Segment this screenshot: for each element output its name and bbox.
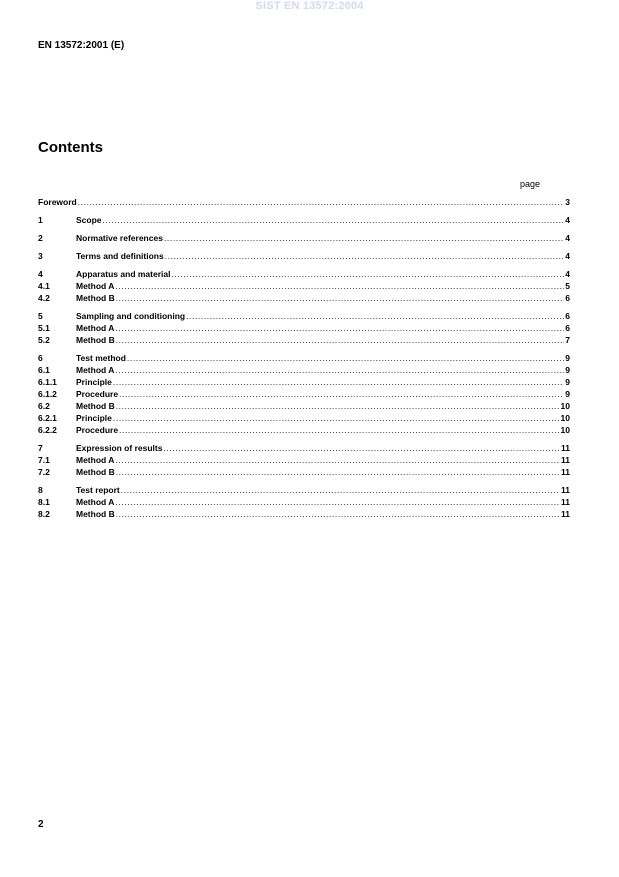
toc-entry-page: 9 — [565, 365, 570, 375]
toc-entry[interactable] — [38, 352, 570, 364]
toc-entry[interactable] — [38, 484, 570, 496]
toc-entry[interactable] — [38, 280, 570, 292]
toc-group — [38, 442, 570, 478]
toc-entry[interactable] — [38, 334, 570, 346]
toc-entry-number: 8.2 — [38, 509, 50, 519]
toc-dot-leader — [115, 364, 564, 376]
toc-entry-page: 9 — [565, 389, 570, 399]
toc-group — [38, 232, 570, 244]
toc-entry[interactable] — [38, 412, 570, 424]
toc-dot-leader — [103, 214, 565, 226]
toc-group — [38, 484, 570, 520]
toc-entry-title: Method A — [76, 281, 115, 291]
toc-entry[interactable] — [38, 466, 570, 478]
toc-dot-leader — [121, 484, 560, 496]
toc-dot-leader — [116, 292, 565, 304]
toc-group — [38, 352, 570, 436]
toc-entry-number: 5.1 — [38, 323, 50, 333]
toc-dot-leader — [113, 412, 560, 424]
toc-group — [38, 196, 570, 208]
toc-entry-title: Apparatus and material — [76, 269, 171, 279]
toc-entry-page: 11 — [561, 509, 570, 519]
toc-entry-number: 4 — [38, 269, 43, 279]
toc-entry-title: Method A — [76, 455, 115, 465]
toc-entry-page: 11 — [561, 497, 570, 507]
toc-group — [38, 310, 570, 346]
toc-entry-number: 5.2 — [38, 335, 50, 345]
toc-entry-page: 4 — [565, 215, 570, 225]
toc-entry[interactable] — [38, 454, 570, 466]
toc-dot-leader — [116, 400, 560, 412]
toc-entry-page: 11 — [561, 443, 570, 453]
toc-entry[interactable] — [38, 250, 570, 262]
toc-entry[interactable] — [38, 292, 570, 304]
toc-entry-title: Method A — [76, 365, 115, 375]
toc-entry-number: 1 — [38, 215, 43, 225]
toc-entry-number: 6.1.2 — [38, 389, 57, 399]
toc-entry-title: Normative references — [76, 233, 163, 243]
toc-entry-number: 7.2 — [38, 467, 50, 477]
contents-title: Contents — [38, 139, 103, 156]
toc-entry[interactable] — [38, 310, 570, 322]
document-id-header: EN 13572:2001 (E) — [38, 40, 125, 51]
toc-entry-page: 11 — [561, 467, 570, 477]
toc-dot-leader — [113, 376, 564, 388]
toc-entry-number: 6 — [38, 353, 43, 363]
toc-entry-page: 4 — [565, 233, 570, 243]
toc-entry-page: 10 — [560, 401, 570, 411]
toc-entry-number: 6.1 — [38, 365, 50, 375]
toc-entry[interactable] — [38, 400, 570, 412]
toc-dot-leader — [165, 250, 565, 262]
toc-entry-title: Test method — [76, 353, 126, 363]
toc-entry-page: 3 — [565, 197, 570, 207]
toc-entry-title: Method A — [76, 497, 115, 507]
toc-entry-title: Method B — [76, 335, 115, 345]
toc-entry-number: 8 — [38, 485, 43, 495]
toc-entry-number: 8.1 — [38, 497, 50, 507]
toc-entry-page: 10 — [560, 425, 570, 435]
toc-entry-page: 11 — [561, 455, 570, 465]
toc-entry-page: 9 — [565, 377, 570, 387]
toc-entry-page: 10 — [560, 413, 570, 423]
watermark: SIST EN 13572:2004 — [255, 0, 364, 12]
toc-entry-number: 6.1.1 — [38, 377, 57, 387]
toc-dot-leader — [115, 322, 564, 334]
toc-entry[interactable] — [38, 442, 570, 454]
toc-entry-title: Foreword — [38, 197, 77, 207]
toc-entry-number: 3 — [38, 251, 43, 261]
toc-group — [38, 268, 570, 304]
toc-dot-leader — [186, 310, 564, 322]
toc-entry-title: Expression of results — [76, 443, 163, 453]
toc-dot-leader — [164, 232, 564, 244]
toc-dot-leader — [115, 496, 560, 508]
toc-dot-leader — [116, 508, 560, 520]
toc-entry[interactable] — [38, 196, 570, 208]
toc-entry-page: 11 — [561, 485, 570, 495]
toc-entry-title: Method B — [76, 509, 115, 519]
toc-dot-leader — [115, 280, 564, 292]
toc-dot-leader — [116, 334, 565, 346]
toc-dot-leader — [163, 442, 560, 454]
toc-entry-title: Sampling and conditioning — [76, 311, 186, 321]
toc-entry-title: Method B — [76, 293, 115, 303]
page-column-label: page — [520, 179, 541, 189]
toc-entry-title: Method B — [76, 401, 115, 411]
toc-dot-leader — [78, 196, 565, 208]
toc-entry-number: 7 — [38, 443, 43, 453]
toc-entry-title: Procedure — [76, 389, 119, 399]
toc-entry-page: 6 — [565, 323, 570, 333]
toc-entry-page: 9 — [565, 353, 570, 363]
page-number: 2 — [38, 819, 44, 830]
toc-dot-leader — [171, 268, 564, 280]
toc-dot-leader — [119, 388, 564, 400]
toc-entry[interactable] — [38, 214, 570, 226]
toc-entry-page: 7 — [565, 335, 570, 345]
toc-entry-number: 7.1 — [38, 455, 50, 465]
toc-entry-title: Principle — [76, 413, 112, 423]
toc-entry-title: Method A — [76, 323, 115, 333]
toc-entry-number: 2 — [38, 233, 43, 243]
toc-entry-page: 5 — [565, 281, 570, 291]
toc-entry[interactable] — [38, 322, 570, 334]
toc-entry[interactable] — [38, 376, 570, 388]
toc-entry-number: 5 — [38, 311, 43, 321]
toc-entry-page: 4 — [565, 251, 570, 261]
toc-entry[interactable] — [38, 364, 570, 376]
toc-entry-page: 6 — [565, 293, 570, 303]
toc-group — [38, 250, 570, 262]
toc-entry-title: Test report — [76, 485, 120, 495]
toc-entry-page: 4 — [565, 269, 570, 279]
toc-entry-number: 4.2 — [38, 293, 50, 303]
toc-entry[interactable] — [38, 268, 570, 280]
toc-entry-title: Scope — [76, 215, 102, 225]
toc-entry-number: 4.1 — [38, 281, 50, 291]
toc-dot-leader — [127, 352, 564, 364]
toc-entry[interactable] — [38, 424, 570, 436]
toc-entry-number: 6.2.2 — [38, 425, 57, 435]
toc-dot-leader — [115, 454, 560, 466]
toc-dot-leader — [119, 424, 559, 436]
toc-entry[interactable] — [38, 388, 570, 400]
toc-entry-title: Method B — [76, 467, 115, 477]
toc-entry-number: 6.2 — [38, 401, 50, 411]
toc-group — [38, 214, 570, 226]
toc-entry[interactable] — [38, 232, 570, 244]
table-of-contents — [38, 196, 570, 526]
toc-entry[interactable] — [38, 508, 570, 520]
toc-entry-title: Terms and definitions — [76, 251, 164, 261]
toc-entry-page: 6 — [565, 311, 570, 321]
toc-entry-number: 6.2.1 — [38, 413, 57, 423]
toc-dot-leader — [116, 466, 560, 478]
toc-entry[interactable] — [38, 496, 570, 508]
toc-entry-title: Principle — [76, 377, 112, 387]
toc-entry-title: Procedure — [76, 425, 119, 435]
